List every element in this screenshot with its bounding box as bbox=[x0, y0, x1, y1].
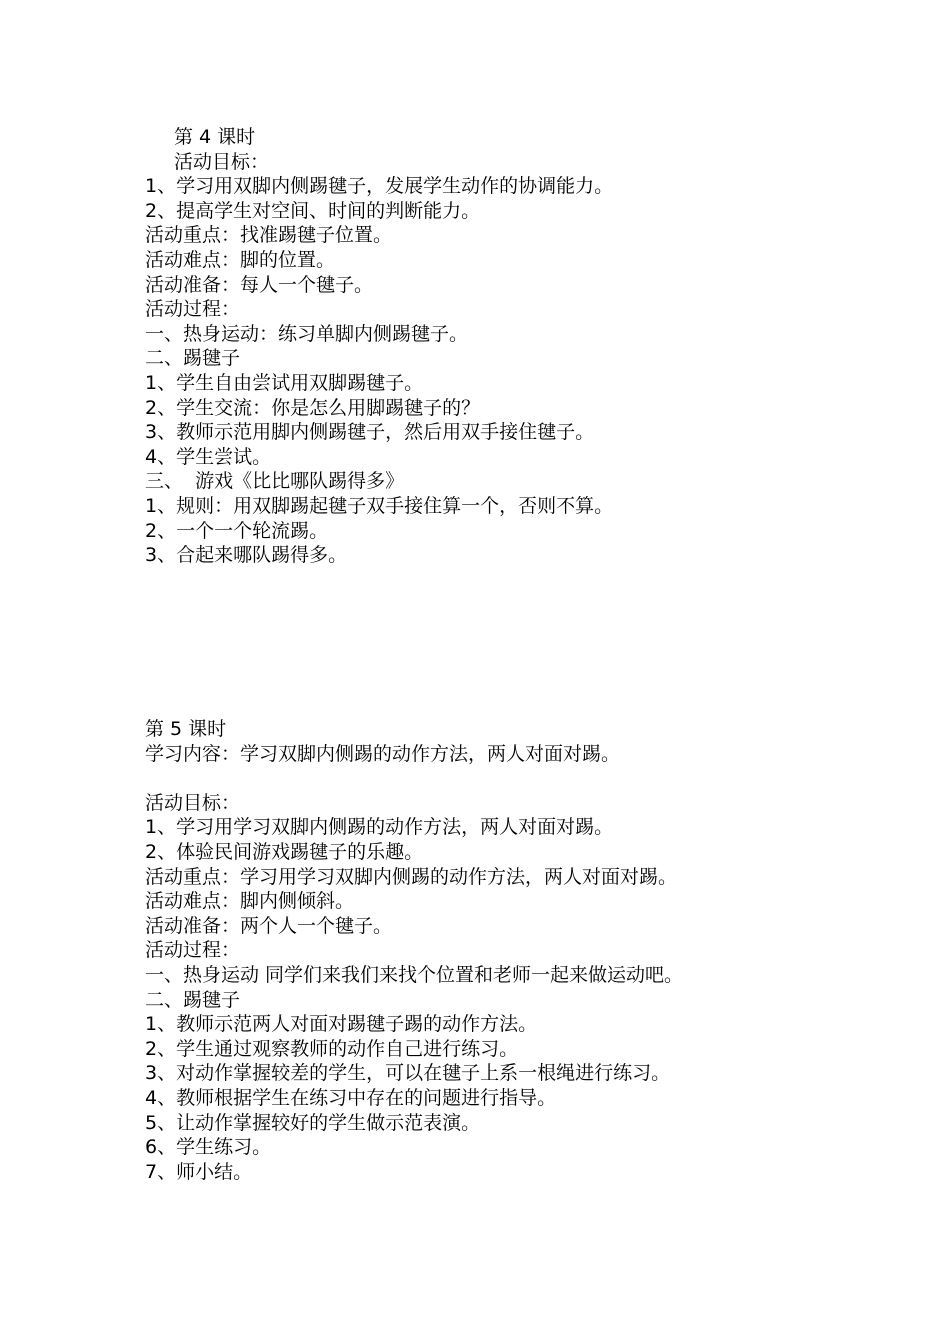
lesson-5-objective-1: 1、学习用学习双脚内侧踢的动作方法，两人对面对踢。 bbox=[145, 816, 614, 839]
lesson-4-process-step: 三、 游戏《比比哪队踢得多》 bbox=[145, 470, 405, 493]
lesson-5-objective-2: 2、体验民间游戏踢毽子的乐趣。 bbox=[145, 840, 424, 863]
lesson-4-difficulty: 活动难点：脚的位置。 bbox=[145, 248, 336, 271]
lesson-5-preparation: 活动准备：两个人一个毽子。 bbox=[145, 914, 393, 937]
lesson-5-key-point: 活动重点：学习用学习双脚内侧踢的动作方法，两人对面对踢。 bbox=[145, 865, 678, 888]
lesson-5-process-step: 6、学生练习。 bbox=[145, 1136, 272, 1159]
lesson-5-difficulty: 活动难点：脚内侧倾斜。 bbox=[145, 890, 355, 913]
lesson-4-objective-2: 2、提高学生对空间、时间的判断能力。 bbox=[145, 199, 481, 222]
lesson-5-title: 第 5 课时 bbox=[145, 718, 227, 740]
lesson-4-key-point: 活动重点：找准踢毽子位置。 bbox=[145, 224, 393, 247]
lesson-4-process-step: 1、学生自由尝试用双脚踢毽子。 bbox=[145, 371, 424, 394]
lesson-4-process-step: 二、踢毽子 bbox=[145, 347, 241, 370]
lesson-5-objective-heading: 活动目标： bbox=[145, 791, 241, 814]
lesson-4-process-step: 1、规则：用双脚踢起毽子双手接住算一个，否则不算。 bbox=[145, 494, 614, 517]
lesson-5-process-step: 7、师小结。 bbox=[145, 1160, 253, 1183]
lesson-5-content: 学习内容：学习双脚内侧踢的动作方法，两人对面对踢。 bbox=[145, 742, 621, 765]
lesson-5-process-heading: 活动过程： bbox=[145, 939, 241, 962]
lesson-4-process-step: 2、一个一个轮流踢。 bbox=[145, 519, 329, 542]
lesson-4-preparation: 活动准备：每人一个毽子。 bbox=[145, 273, 374, 296]
lesson-4-process-step: 2、学生交流：你是怎么用脚踢毽子的？ bbox=[145, 396, 481, 419]
lesson-4-title: 第 4 课时 bbox=[174, 126, 256, 148]
lesson-5-process-step: 一、热身运动 同学们来我们来找个位置和老师一起来做运动吧。 bbox=[145, 963, 684, 986]
lesson-5-process-step: 3、对动作掌握较差的学生，可以在毽子上系一根绳进行练习。 bbox=[145, 1062, 671, 1085]
lesson-4-process-step: 一、热身运动：练习单脚内侧踢毽子。 bbox=[145, 322, 469, 345]
lesson-5-process-step: 二、踢毽子 bbox=[145, 988, 241, 1011]
lesson-4-objective-1: 1、学习用双脚内侧踢毽子，发展学生动作的协调能力。 bbox=[145, 175, 614, 198]
lesson-5-process-step: 4、教师根据学生在练习中存在的问题进行指导。 bbox=[145, 1086, 557, 1109]
lesson-4-objective-heading: 活动目标： bbox=[174, 150, 270, 173]
lesson-5-process-step: 5、让动作掌握较好的学生做示范表演。 bbox=[145, 1111, 481, 1134]
lesson-4-process-step: 3、教师示范用脚内侧踢毽子，然后用双手接住毽子。 bbox=[145, 421, 595, 444]
lesson-5-process-step: 2、学生通过观察教师的动作自己进行练习。 bbox=[145, 1037, 519, 1060]
lesson-4-process-step: 3、合起来哪队踢得多。 bbox=[145, 544, 348, 567]
blank-line bbox=[145, 766, 925, 791]
lesson-5-process-step: 1、教师示范两人对面对踢毽子踢的动作方法。 bbox=[145, 1013, 538, 1036]
lesson-4-process-heading: 活动过程： bbox=[145, 298, 241, 321]
lesson-5-section bbox=[145, 717, 925, 1184]
lesson-4-process-step: 4、学生尝试。 bbox=[145, 445, 272, 468]
lesson-4-section bbox=[145, 125, 925, 568]
